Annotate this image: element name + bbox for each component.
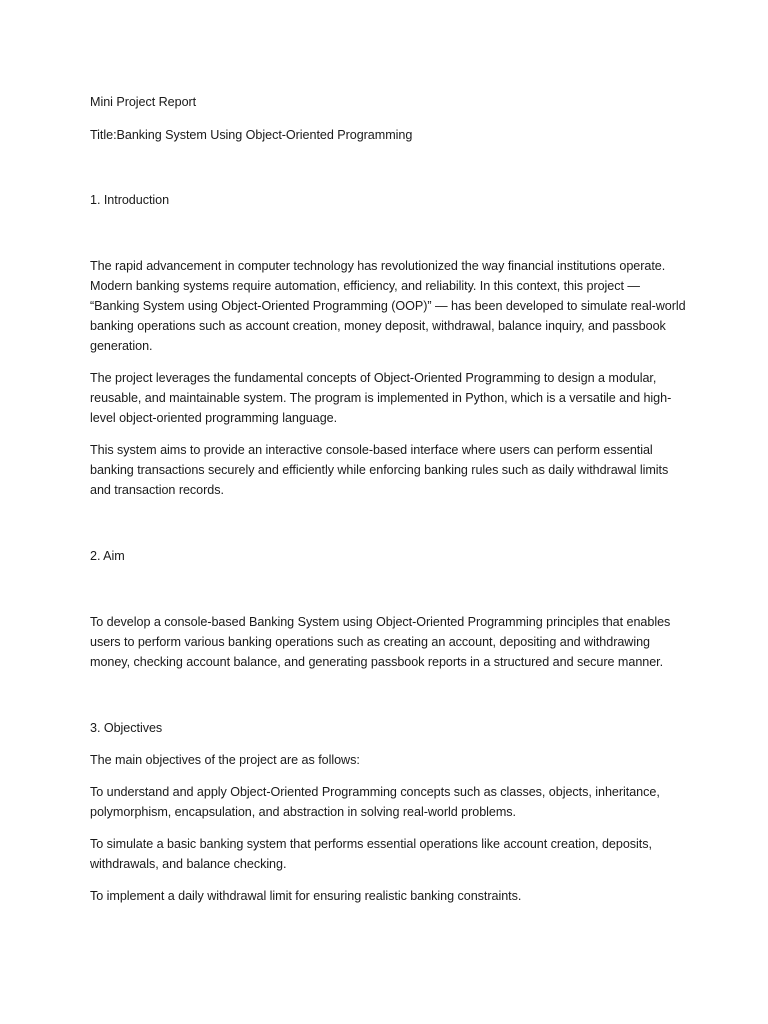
intro-paragraph-2: The project leverages the fundamental concepts of Object-Oriented Programming to design a modular, reusable, and maintainable system. The program is implemented in Python, which is a versatile and high-level object-oriented programming language. bbox=[90, 371, 672, 425]
objectives-intro: The main objectives of the project are as follows: bbox=[90, 753, 360, 767]
intro-paragraph-1: The rapid advancement in computer technology has revolutionized the way financial institutions operate. Modern banking systems require automation, efficiency, and reliability. In this context, this project — “Banking System using Object-Oriented Programming (OOP)” — has been developed to simulate real-world banking operations such as account creation, money deposit, withdrawal, balance inquiry, and passbook generation. bbox=[90, 259, 686, 353]
objective-item-3: To implement a daily withdrawal limit for ensuring realistic banking constraints. bbox=[90, 889, 522, 903]
document-label: Mini Project Report bbox=[90, 95, 197, 109]
objective-item-2: To simulate a basic banking system that performs essential operations like account creation, deposits, withdrawals, and balance checking. bbox=[90, 837, 652, 871]
document-page bbox=[90, 92, 690, 918]
objective-item-1: To understand and apply Object-Oriented Programming concepts such as classes, objects, inheritance, polymorphism, encapsulation, and abstraction in solving real-world problems. bbox=[90, 785, 660, 819]
section-heading-aim: 2. Aim bbox=[90, 549, 125, 563]
section-heading-objectives: 3. Objectives bbox=[90, 721, 163, 735]
section-heading-introduction: 1. Introduction bbox=[90, 193, 170, 207]
intro-paragraph-3: This system aims to provide an interactive console-based interface where users can perform essential banking transactions securely and efficiently while enforcing banking rules such as daily withdrawal limits and transaction records. bbox=[90, 443, 669, 497]
aim-paragraph: To develop a console-based Banking System using Object-Oriented Programming principles that enables users to perform various banking operations such as creating an account, depositing and withdrawing money, checking account balance, and generating passbook reports in a structured and secure manner. bbox=[90, 615, 671, 669]
document-title: Title:Banking System Using Object-Oriented Programming bbox=[90, 128, 413, 142]
